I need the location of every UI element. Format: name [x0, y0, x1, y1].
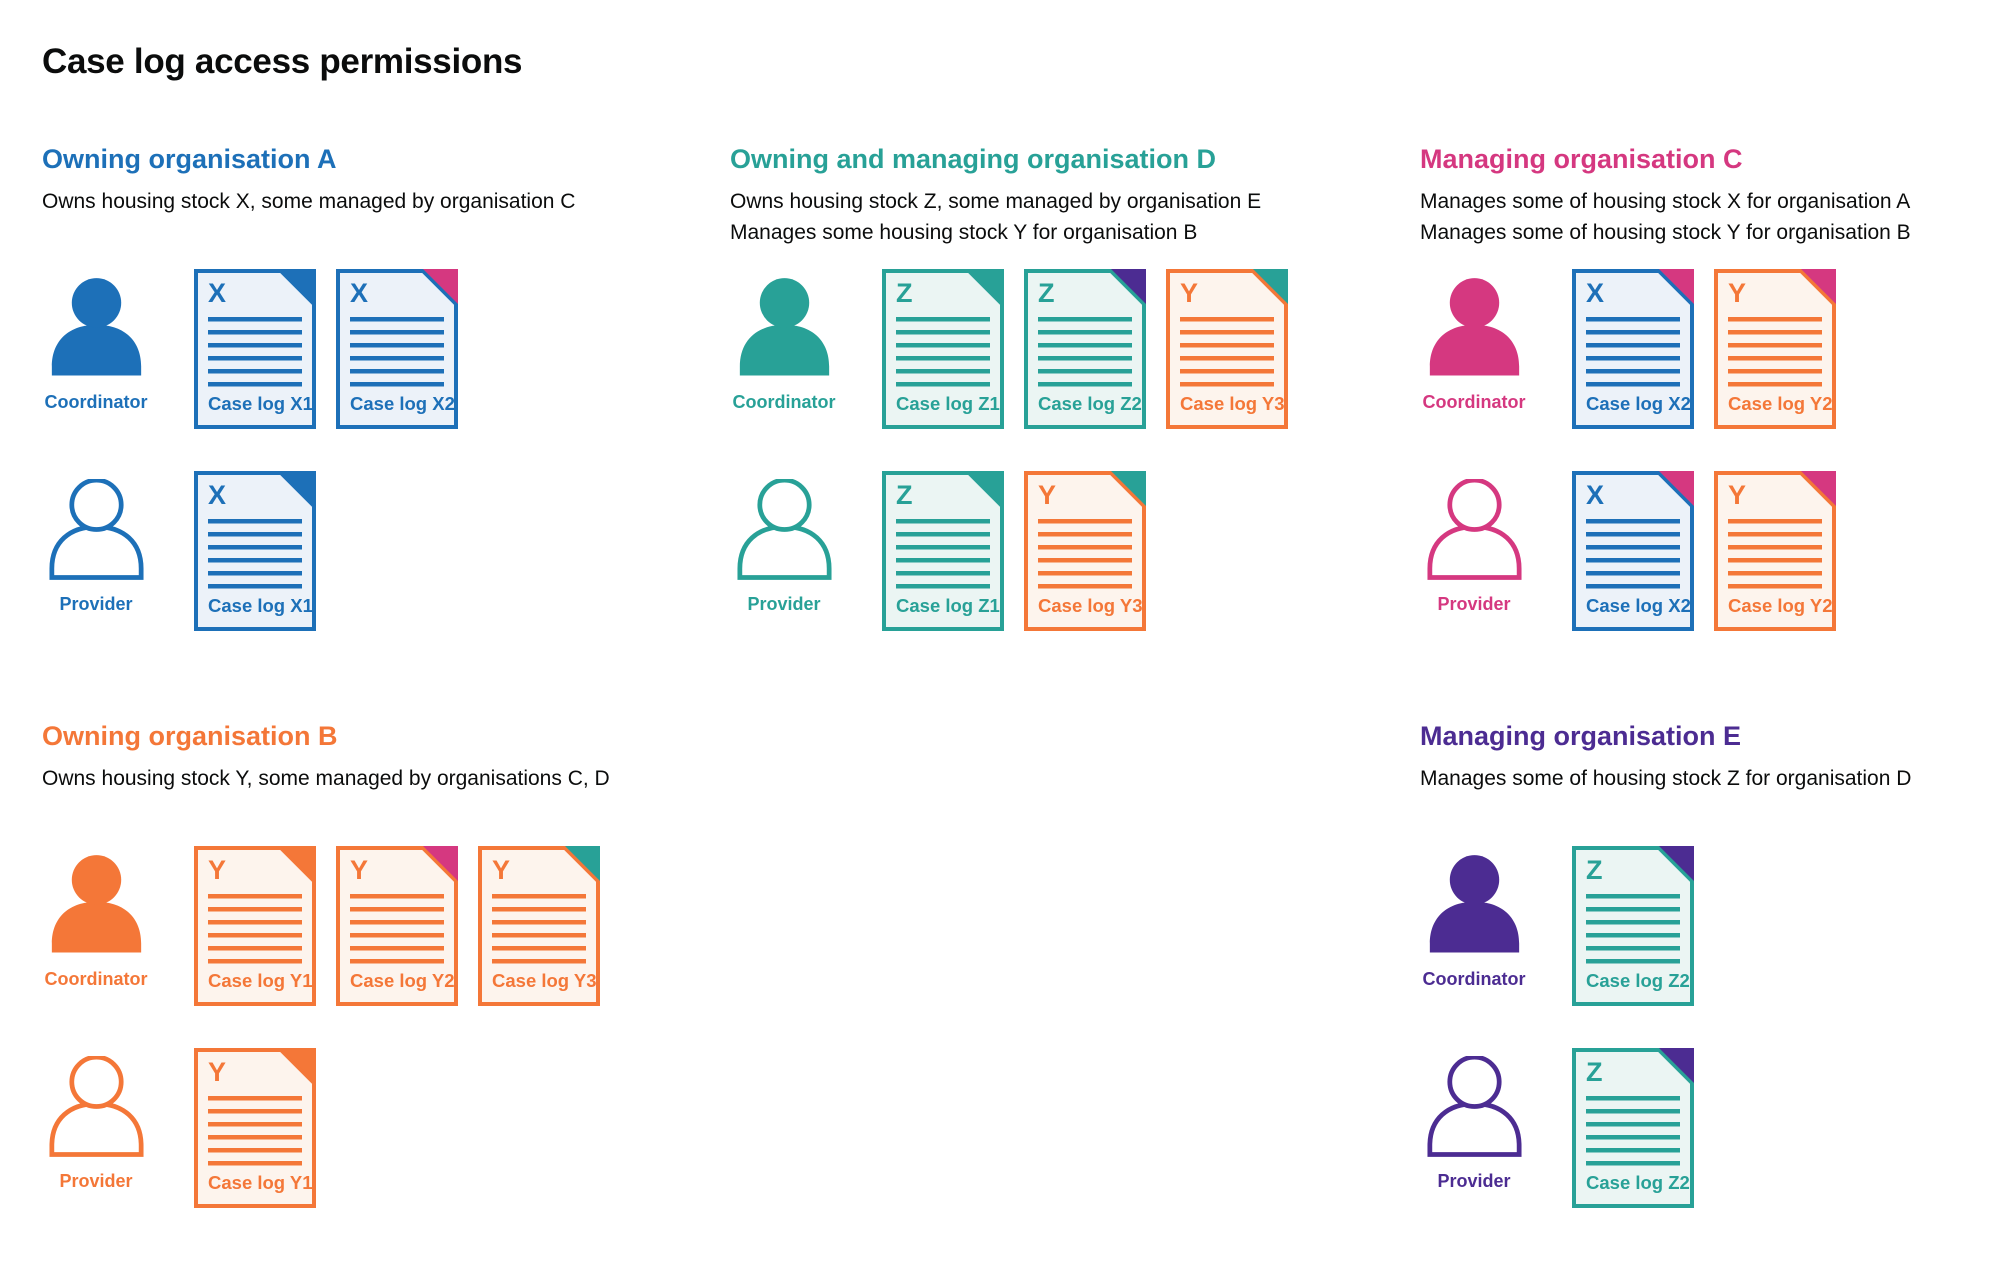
svg-text:Z: Z — [896, 480, 913, 510]
coordinator-row — [1420, 846, 1980, 1006]
svg-text:Y: Y — [1038, 480, 1057, 510]
svg-text:Case log Y3: Case log Y3 — [1038, 595, 1143, 616]
provider-row — [730, 471, 1420, 631]
section-slot-top-left — [42, 144, 730, 631]
case-log-document — [1572, 846, 1694, 1006]
case-log-document — [194, 846, 316, 1006]
case-log-documents — [1572, 846, 1694, 1006]
person-block — [42, 1048, 194, 1192]
subtitle-line: Owns housing stock Y, some managed by organisations C, D — [42, 767, 610, 790]
subtitle-line: Owns housing stock Z, some managed by organisation E — [730, 190, 1262, 213]
svg-text:Case log Z1: Case log Z1 — [896, 393, 1000, 414]
svg-text:Case log Y2: Case log Y2 — [1728, 595, 1833, 616]
section-subtitle — [1420, 763, 1980, 825]
role-label: Provider — [1437, 1171, 1511, 1191]
coordinator-icon — [49, 277, 144, 380]
coordinator-icon — [1427, 854, 1522, 957]
svg-text:Case log Z2: Case log Z2 — [1586, 970, 1690, 991]
case-log-documents — [1572, 471, 1836, 631]
svg-text:Y: Y — [1728, 480, 1747, 510]
section-owning-organisation-a — [42, 144, 730, 631]
provider-row — [1420, 1048, 1980, 1208]
section-slot-top-middle — [730, 144, 1420, 631]
case-log-document — [882, 269, 1004, 429]
person-block — [1420, 1048, 1572, 1192]
person-block — [42, 846, 194, 990]
svg-text:Z: Z — [1038, 278, 1055, 308]
section-subtitle — [1420, 186, 1980, 248]
section-subtitle — [42, 763, 730, 825]
provider-icon — [49, 479, 144, 582]
case-log-document — [1572, 1048, 1694, 1208]
case-log-document — [194, 1048, 316, 1208]
section-owning-organisation-b — [42, 721, 730, 1208]
role-label: Provider — [59, 594, 133, 614]
provider-icon — [1427, 1056, 1522, 1159]
svg-text:Y: Y — [492, 855, 511, 885]
svg-text:Case log Y1: Case log Y1 — [208, 1172, 313, 1193]
section-subtitle — [730, 186, 1420, 248]
case-log-documents — [194, 471, 316, 631]
section-slot-bottom-right — [1420, 721, 1980, 1208]
role-label: Coordinator — [1422, 969, 1526, 989]
coordinator-icon — [737, 277, 832, 380]
provider-row — [42, 1048, 730, 1208]
person-block — [1420, 269, 1572, 413]
svg-text:Y: Y — [1180, 278, 1199, 308]
section-slot-top-right — [1420, 144, 1980, 631]
coordinator-row — [42, 846, 730, 1006]
section-slot-bottom-left — [42, 721, 730, 1208]
svg-text:Z: Z — [1586, 855, 1603, 885]
svg-text:Case log Y2: Case log Y2 — [1728, 393, 1833, 414]
section-heading: Owning organisation B — [42, 721, 338, 751]
coordinator-row — [42, 269, 730, 429]
svg-text:Case log X1: Case log X1 — [208, 595, 313, 616]
svg-text:Y: Y — [208, 855, 227, 885]
case-log-document — [336, 846, 458, 1006]
role-label: Provider — [59, 1171, 133, 1191]
case-log-document — [1572, 471, 1694, 631]
subtitle-line: Manages some of housing stock Z for organisation D — [1420, 767, 1912, 790]
svg-text:Case log Y3: Case log Y3 — [1180, 393, 1285, 414]
svg-text:Case log Z1: Case log Z1 — [896, 595, 1000, 616]
svg-text:Case log Y1: Case log Y1 — [208, 970, 313, 991]
coordinator-icon — [49, 854, 144, 957]
subtitle-line: Manages some housing stock Y for organisation B — [730, 221, 1198, 244]
svg-text:Case log X2: Case log X2 — [350, 393, 455, 414]
svg-text:X: X — [1586, 480, 1605, 510]
case-log-document — [1024, 471, 1146, 631]
coordinator-row — [1420, 269, 1980, 429]
case-log-documents — [882, 269, 1288, 429]
svg-text:Case log X2: Case log X2 — [1586, 595, 1691, 616]
case-log-document — [478, 846, 600, 1006]
svg-text:Case log Y3: Case log Y3 — [492, 970, 597, 991]
svg-text:Case log X2: Case log X2 — [1586, 393, 1691, 414]
case-log-document — [194, 269, 316, 429]
svg-text:X: X — [350, 278, 369, 308]
svg-text:X: X — [1586, 278, 1605, 308]
svg-text:Z: Z — [896, 278, 913, 308]
svg-text:X: X — [208, 278, 227, 308]
case-log-document — [1024, 269, 1146, 429]
case-log-document — [1166, 269, 1288, 429]
role-label: Coordinator — [1422, 392, 1526, 412]
case-log-documents — [1572, 1048, 1694, 1208]
permissions-diagram — [42, 144, 2000, 1208]
role-label: Provider — [747, 594, 821, 614]
person-block — [730, 269, 882, 413]
provider-icon — [1427, 479, 1522, 582]
provider-icon — [737, 479, 832, 582]
section-managing-organisation-c — [1420, 144, 1980, 631]
case-log-document — [336, 269, 458, 429]
role-label: Coordinator — [44, 969, 148, 989]
svg-text:Z: Z — [1586, 1057, 1603, 1087]
case-log-documents — [194, 1048, 316, 1208]
svg-text:Case log X1: Case log X1 — [208, 393, 313, 414]
subtitle-line: Manages some of housing stock Y for organisation B — [1420, 221, 1911, 244]
section-heading: Managing organisation C — [1420, 144, 1743, 174]
case-log-document — [1714, 471, 1836, 631]
svg-text:Y: Y — [208, 1057, 227, 1087]
section-heading: Owning and managing organisation D — [730, 144, 1217, 174]
svg-text:Case log Y2: Case log Y2 — [350, 970, 455, 991]
section-managing-organisation-e — [1420, 721, 1980, 1208]
svg-text:X: X — [208, 480, 227, 510]
case-log-document — [194, 471, 316, 631]
section-heading: Managing organisation E — [1420, 721, 1742, 751]
person-block — [42, 269, 194, 413]
person-block — [1420, 471, 1572, 615]
case-log-document — [1714, 269, 1836, 429]
person-block — [42, 471, 194, 615]
provider-row — [1420, 471, 1980, 631]
section-heading: Owning organisation A — [42, 144, 337, 174]
section-owning-and-managing-organisation-d — [730, 144, 1420, 631]
role-label: Coordinator — [732, 392, 836, 412]
case-log-documents — [1572, 269, 1836, 429]
person-block — [730, 471, 882, 615]
svg-text:Y: Y — [350, 855, 369, 885]
person-block — [1420, 846, 1572, 990]
page-title: Case log access permissions — [42, 42, 523, 81]
role-label: Coordinator — [44, 392, 148, 412]
subtitle-line: Manages some of housing stock X for organisation A — [1420, 190, 1911, 213]
coordinator-icon — [1427, 277, 1522, 380]
svg-text:Case log Z2: Case log Z2 — [1586, 1172, 1690, 1193]
section-subtitle — [42, 186, 730, 248]
case-log-documents — [194, 269, 458, 429]
case-log-documents — [882, 471, 1146, 631]
svg-text:Y: Y — [1728, 278, 1747, 308]
role-label: Provider — [1437, 594, 1511, 614]
case-log-documents — [194, 846, 600, 1006]
case-log-document — [1572, 269, 1694, 429]
provider-icon — [49, 1056, 144, 1159]
subtitle-line: Owns housing stock X, some managed by organisation C — [42, 190, 576, 213]
case-log-document — [882, 471, 1004, 631]
provider-row — [42, 471, 730, 631]
svg-text:Case log Z2: Case log Z2 — [1038, 393, 1142, 414]
coordinator-row — [730, 269, 1420, 429]
